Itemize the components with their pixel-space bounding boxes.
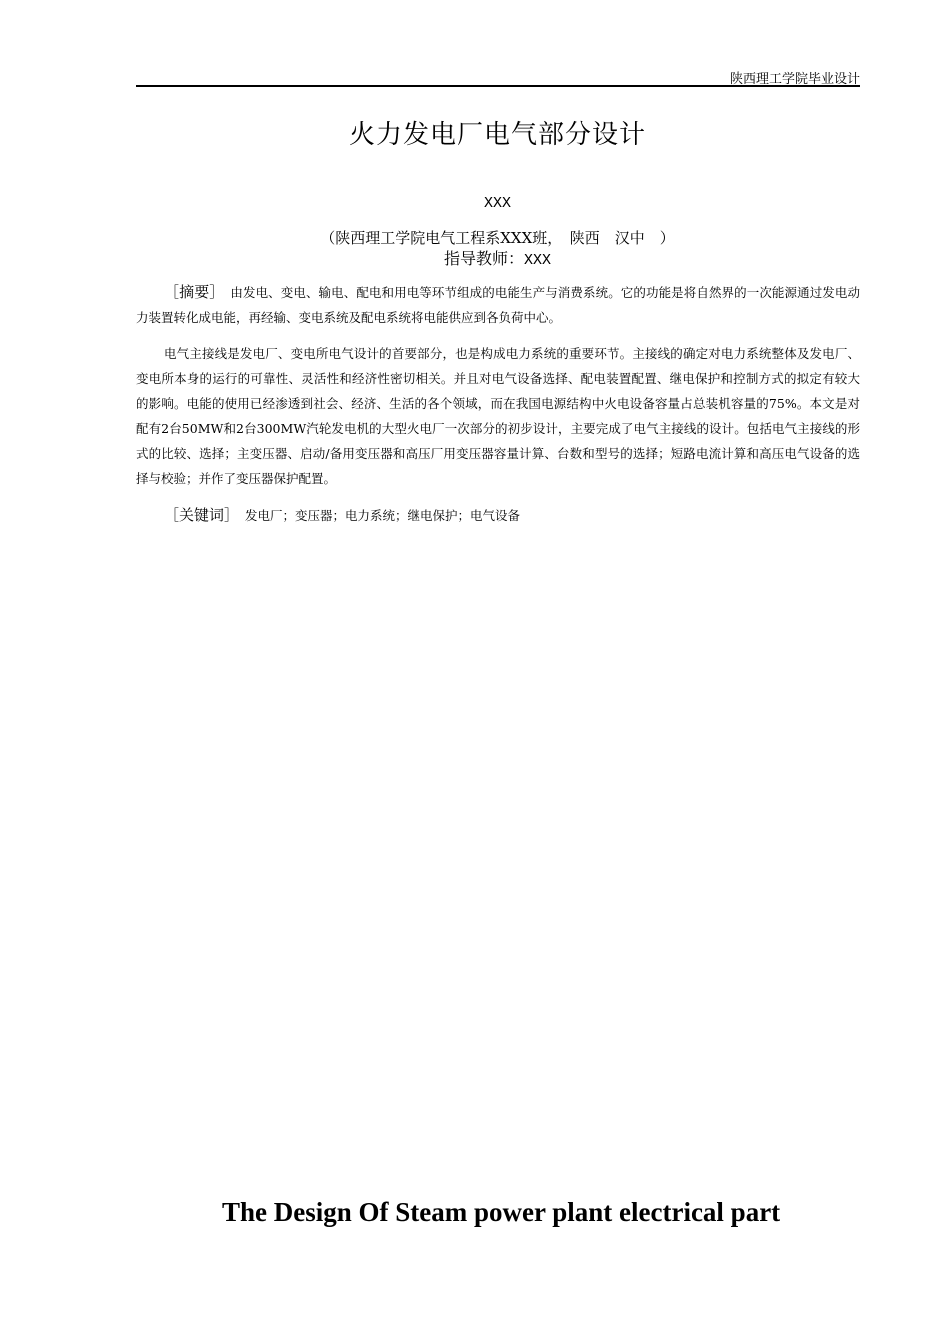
advisor-name: XXX [524, 252, 552, 269]
english-title: The Design Of Steam power plant electrical part [222, 1197, 781, 1227]
body-paragraph: 电气主接线是发电厂、变电所电气设计的首要部分，也是构成电力系统的重要环节。主接线的确定对电力系统整体及发电厂、变电所本身的运行的可靠性、灵活性和经济性密切相关。并且对电气设备选择、配电装置配置、继电保护和控制方式的拟定有较大的影响。电能的使用已经渗透到社会、经济、生活的各个领域，而在我国电源结构中火电设备容量占总装机容量的75%。本文是对配有2台50MW和2台300MW汽轮发电机的大型火电厂一次部分的初步设计，主要完成了电气主接线的设计。包括电气主接线的形式的比较、选择；主变压器、启动/备用变压器和高压厂用变压器容量计算、台数和型号的选择；短路电流计算和高压电气设备的选择与校验；并作了变压器保护配置。 [136, 346, 860, 486]
page-title: 火力发电厂电气部分设计 [348, 120, 646, 150]
keywords-label: ［关键词］ [164, 506, 240, 524]
keywords-text: 发电厂；变压器；电力系统；继电保护；电气设备 [245, 508, 521, 523]
keywords-paragraph [136, 503, 860, 528]
abstract-label: ［摘要］ [164, 283, 225, 301]
advisor-label: 指导教师： [443, 249, 524, 268]
author-affiliation: （陕西理工学院电气工程系XXX班， 陕西 汉中 ） [320, 229, 675, 247]
author-name: XXX [483, 195, 511, 212]
header-rule [136, 85, 860, 87]
abstract-paragraph [136, 280, 860, 330]
running-header: 陕西理工学院毕业设计 [729, 72, 860, 87]
advisor-line [0, 246, 950, 269]
abstract-text: 由发电、变电、输电、配电和用电等环节组成的电能生产与消费系统。它的功能是将自然界的一次能源通过发电动力装置转化成电能，再经输、变电系统及配电系统将电能供应到各负荷中心。 [136, 285, 860, 325]
